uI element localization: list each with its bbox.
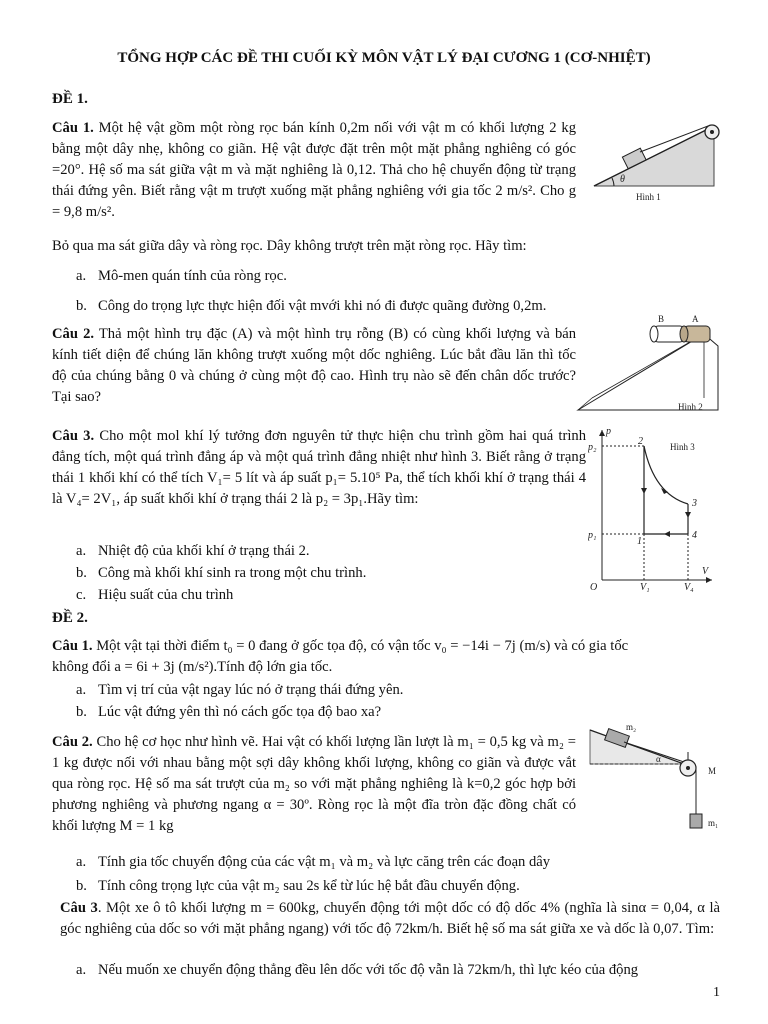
de2-q2: [52, 732, 576, 837]
fig3-state-3: 3: [692, 498, 697, 509]
figure-3-pv-diagram: [588, 424, 718, 592]
de2-q3-label: Câu 3: [60, 900, 98, 916]
de2-q1-line1: Một vật tại thời điểm t₀ = 0 đang ở gốc tọa độ, có vận tốc v₀ = −14i − 7j (m/s) và có gia tốc: [92, 638, 629, 654]
de2-q1-a: a. Tìm vị trí của vật ngay lúc nó ở trạng thái đứng yên.: [76, 682, 404, 698]
de1-q1: [52, 118, 576, 223]
de2-q3-a: a. Nếu muốn xe chuyển động thẳng đều lên dốc với tốc độ vẫn là 72km/h, thì lực kéo của động: [76, 962, 639, 978]
de1-q3: [52, 426, 586, 510]
de1-q3-b: b. Công mà khối khí sinh ra trong một chu trình.: [76, 565, 367, 581]
figure-2: [574, 312, 724, 418]
fig3-caption: Hình 3: [670, 442, 695, 452]
fig1-angle-label: θ: [620, 174, 625, 185]
de2-q2-b: b. Tính công trọng lực của vật m₂ sau 2s kể từ lúc hệ bắt đầu chuyển động.: [76, 878, 520, 894]
de1-q3-c: c. Hiệu suất của chu trình: [76, 587, 234, 603]
document-title: TỔNG HỢP CÁC ĐỀ THI CUỐI KỲ MÔN VẬT LÝ ĐẠI CƯƠNG 1 (CƠ-NHIỆT): [117, 50, 651, 66]
de1-q3-a: a. Nhiệt độ của khối khí ở trạng thái 2.: [76, 543, 310, 559]
fig3-state-2: 2: [638, 436, 643, 447]
fig2-label-b: B: [658, 314, 665, 324]
de2-q2-a: a. Tính gia tốc chuyển động của các vật m₁ và m₂ và lực căng trên các đoạn dây: [76, 854, 551, 870]
de2-q3-text: . Một xe ô tô khối lượng m = 600kg, chuyển động tới một dốc có độ dốc 4% (nghĩa là sinα = 0,04, α là góc nghiêng của dốc so với mặt phẳng ngang) với tốc độ 72km/h. Biết hệ số ma sát giữa xe và dốc là 0,07. Tìm:: [60, 900, 720, 937]
section-heading-de1: ĐỀ 1.: [52, 91, 88, 107]
de2-q3: [60, 898, 720, 940]
de1-q2: [52, 324, 576, 408]
de1-q2-text: Thả một hình trụ đặc (A) và một hình trụ rỗng (B) có cùng khối lượng và bán kính tiết diện để chúng lăn không trượt xuống một dốc nghiêng. Lúc bắt đầu lăn thì tốc độ của chúng bằng 0 và chúng ở cùng một độ cao. Hình trụ nào sẽ đến chân dốc trước? Tại sao?: [52, 326, 577, 405]
fig1-caption: Hình 1: [636, 192, 661, 202]
fig-de2-m1: m₁: [708, 818, 719, 828]
section-heading-de2: ĐỀ 2.: [52, 610, 88, 626]
fig-de2-M: M: [708, 766, 717, 776]
page-number: 1: [713, 985, 720, 1000]
de2-q1-line2: không đổi a = 6i + 3j (m/s²).Tính độ lớn gia tốc.: [52, 659, 333, 675]
de1-q2-label: Câu 2.: [52, 326, 95, 342]
de1-q1-note: Bỏ qua ma sát giữa dây và ròng rọc. Dây không trượt trên mặt ròng rọc. Hãy tìm:: [52, 238, 527, 254]
fig2-label-a: A: [692, 314, 699, 324]
fig3-p2: p₂: [588, 442, 597, 453]
de2-q2-text: Cho hệ cơ học như hình vẽ. Hai vật có khối lượng lần lượt là m₁ = 0,5 kg và m₂ = 1 kg được nối với nhau bằng một sợi dây không khối lượng, không co giãn và được vắt qua ròng rọc. Hệ số ma sát trượt của m₂ so với mặt phẳng nghiêng là k=0,2 góc hợp bởi phương nghiêng và phương ngang α = 30º. Ròng rọc là một đĩa tròn đặc đồng chất có khối lượng M = 1 kg: [52, 734, 577, 834]
figure-de2-q2: [584, 722, 724, 834]
de2-q2-label: Câu 2.: [52, 734, 93, 750]
fig3-state-4: 4: [692, 530, 697, 541]
fig3-v4: V₄: [684, 582, 694, 592]
de2-q1-label: Câu 1.: [52, 638, 93, 654]
fig-de2-alpha: α: [656, 754, 661, 764]
fig3-origin: O: [590, 582, 598, 592]
de1-q1-a: a. Mô-men quán tính của ròng rọc.: [76, 268, 287, 284]
de1-q1-label: Câu 1.: [52, 120, 94, 136]
fig3-state-1: 1: [637, 536, 642, 547]
fig3-axis-v: V: [702, 566, 709, 577]
de2-q1-b: b. Lúc vật đứng yên thì nó cách gốc tọa độ bao xa?: [76, 704, 382, 720]
figure-1: [584, 118, 724, 208]
de1-q1-text: Một hệ vật gồm một ròng rọc bán kính 0,2m nối với vật m có khối lượng 2 kg bằng một dây nhẹ, không co giãn. Hệ vật được đặt trên một mặt phẳng nghiêng có góc =20°. Hệ số ma sát giữa vật m và mặt nghiêng là 0,12. Thả cho hệ chuyển động từ trạng thái đứng yên. Biết rằng vật m trượt xuống mặt phẳng nghiêng với gia tốc 2 m/s². Cho g = 9,8 m/s².: [52, 120, 577, 220]
de1-q3-label: Câu 3.: [52, 428, 95, 444]
fig-de2-m2: m₂: [626, 722, 637, 732]
fig3-axis-p: p: [606, 426, 611, 437]
fig3-v1: V₁: [640, 582, 650, 592]
fig2-caption: Hình 2: [678, 402, 703, 412]
de2-q1: [52, 636, 722, 678]
fig3-p1: p₁: [588, 530, 597, 541]
de1-q1-b: b. Công do trọng lực thực hiện đối vật mvới khi nó đi được quãng đường 0,2m.: [76, 298, 547, 314]
de1-q3-text: Cho một mol khí lý tưởng đơn nguyên tử thực hiện chu trình gồm hai quá trình đẳng tích, một quá trình đẳng áp và một quá trình đẳng nhiệt như hình 3. Biết rằng ở trạng thái 1 khối khí có thể tích V₁= 5 lít và áp suất p₁= 5.10⁵ Pa, thể tích khối khí ở trạng thái 4 là V₄= 2V₁, áp suất khối khí ở trạng thái 2 là p₂ = 3p₁.Hãy tìm:: [52, 428, 586, 507]
